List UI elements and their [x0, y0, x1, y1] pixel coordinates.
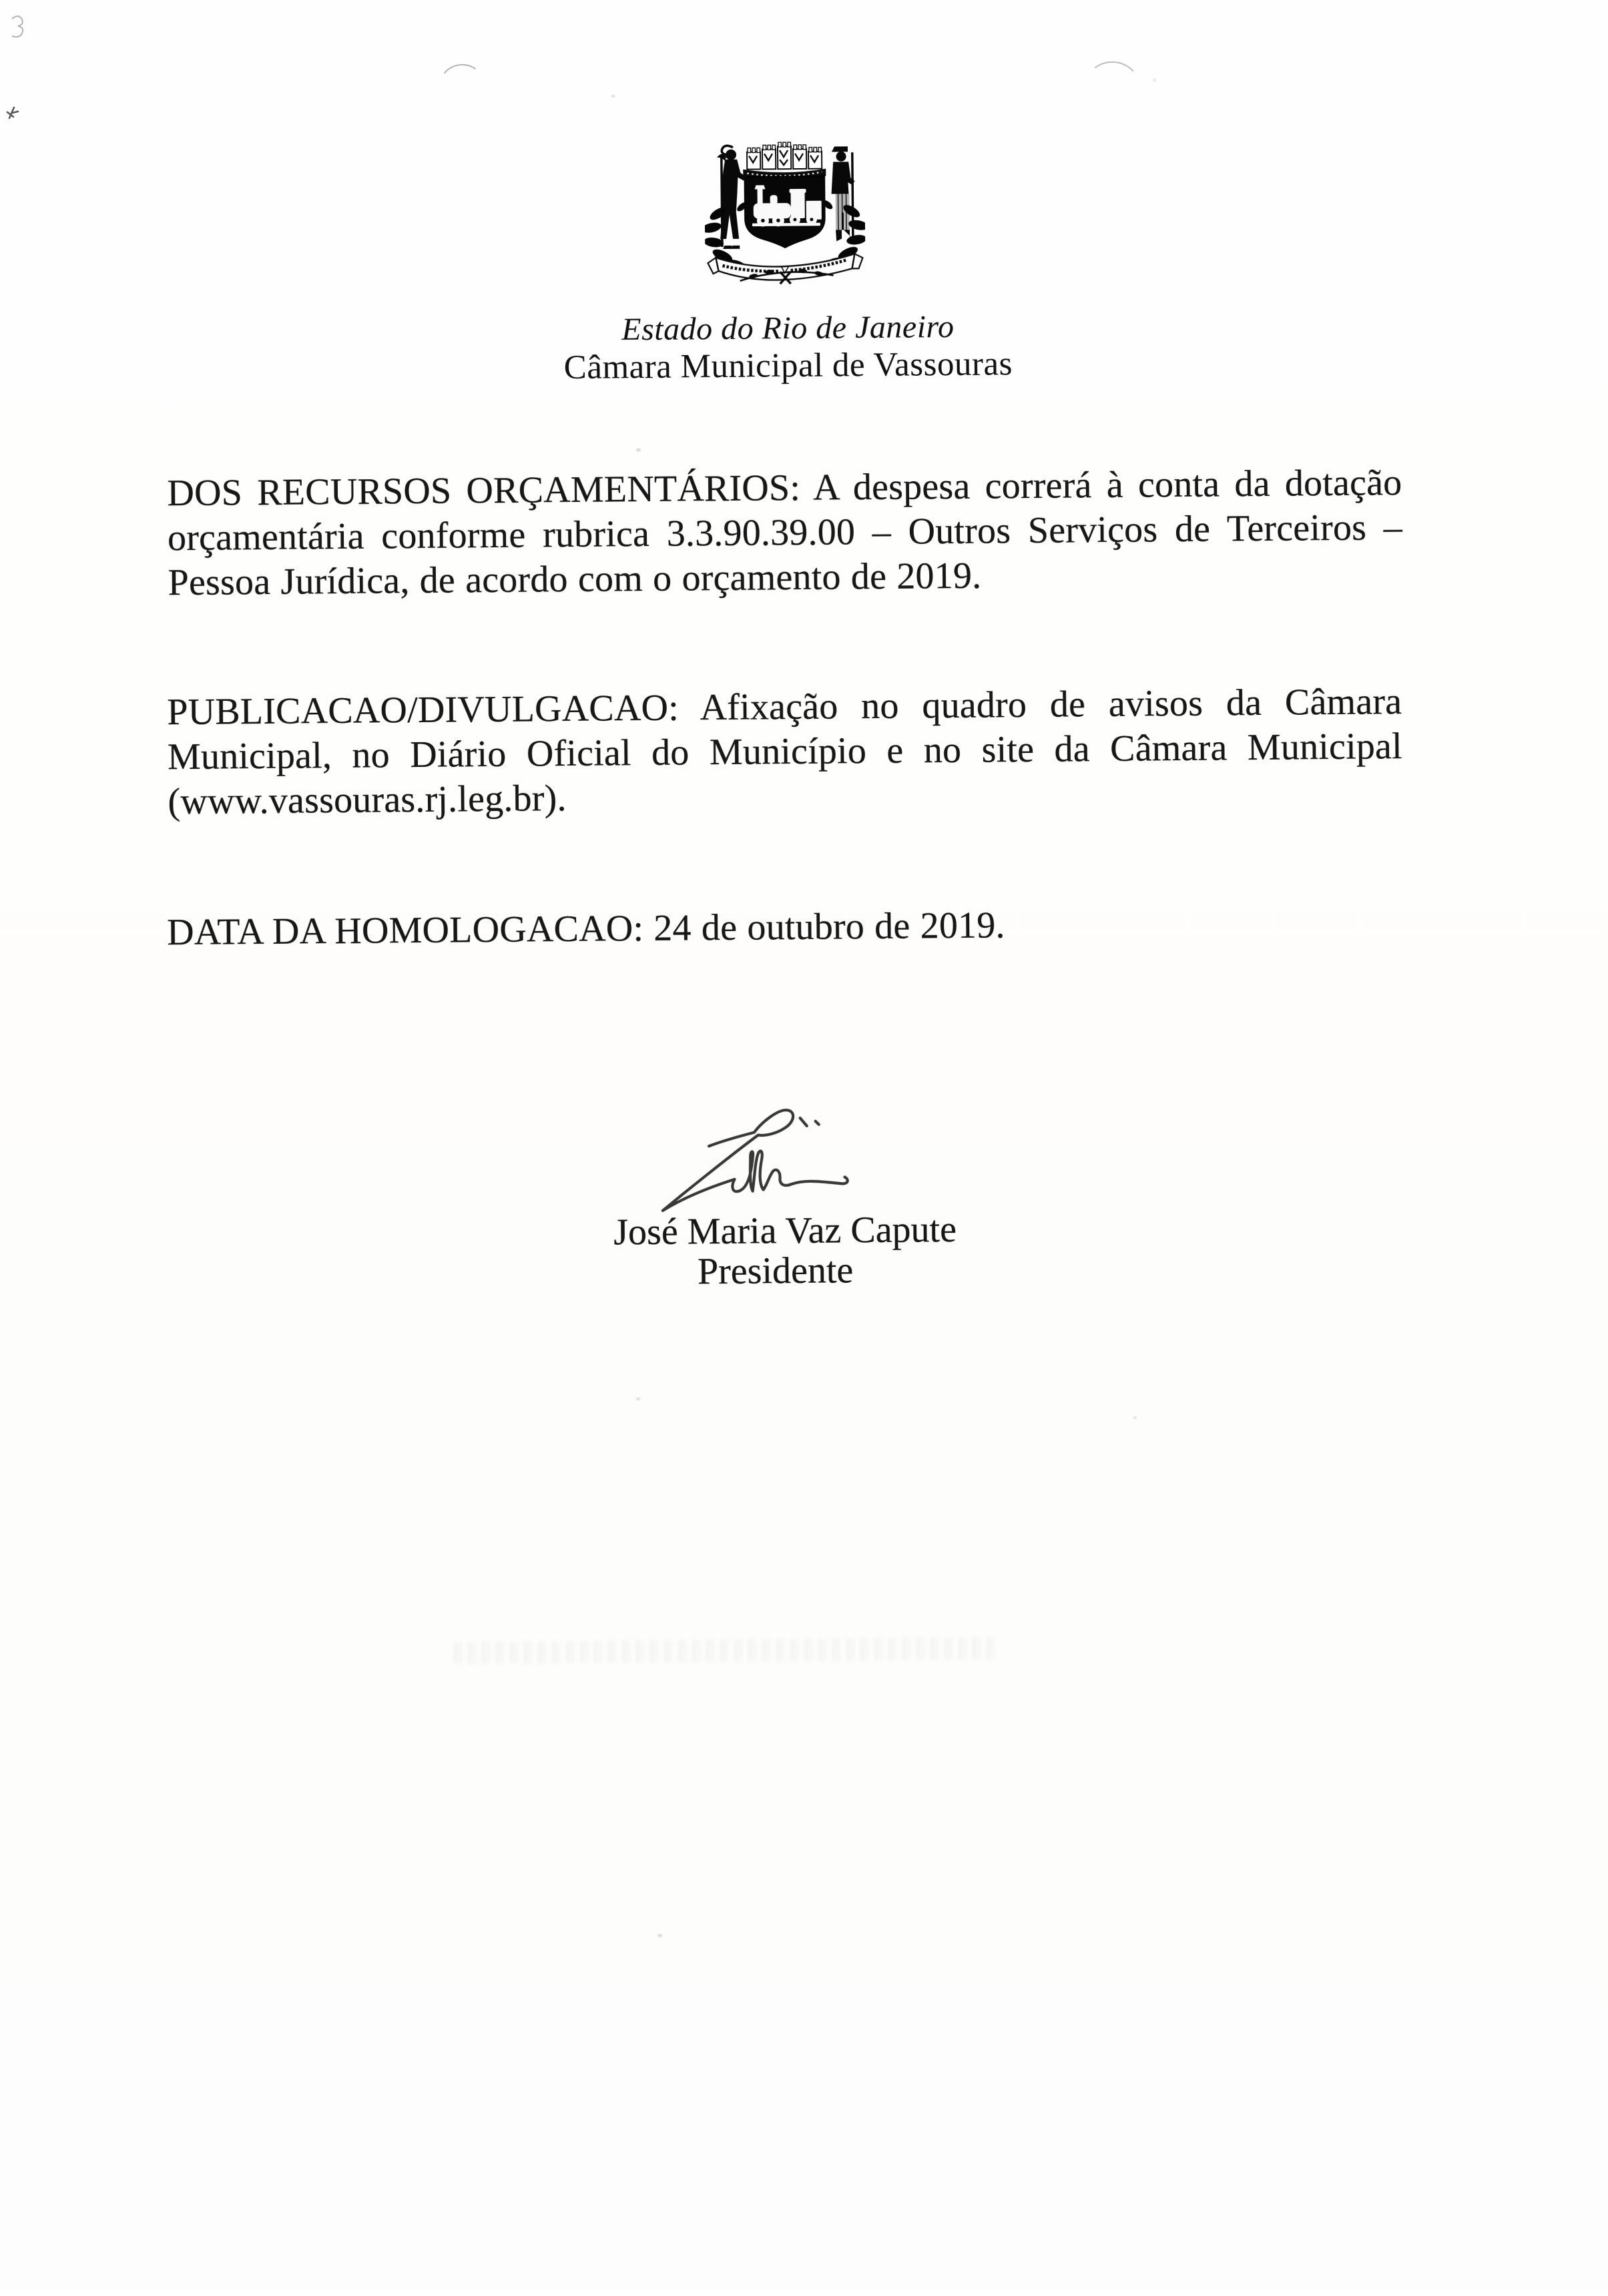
paragraph-line: orçamentária conforme rubrica 3.3.90.39.00 – Outros Serviços de Terceiros – — [167, 507, 1403, 559]
paragraph-line: (www.vassouras.rj.leg.br). — [168, 778, 567, 823]
scan-speck-artifact — [636, 449, 641, 451]
scan-speck-artifact — [1133, 1416, 1137, 1419]
paragraph-data-homologacao — [167, 900, 1402, 955]
paragraph-recursos-orcamentarios — [167, 461, 1403, 605]
mural-crown-icon — [747, 142, 822, 170]
ink-bleed-artifact — [454, 1637, 995, 1665]
paragraph-line: Municipal, no Diário Oficial do Município e no site da Câmara Municipal — [167, 726, 1403, 778]
paragraph-line: Pessoa Jurídica, de acordo com o orçamento de 2019. — [168, 555, 982, 604]
paragraph-line: DATA DA HOMOLOGACAO: 24 de outubro de 2019. — [166, 904, 1005, 954]
scan-speck-artifact — [1153, 79, 1156, 81]
scan-speck-artifact — [657, 1934, 662, 1937]
paragraph-publicacao-divulgacao — [167, 679, 1403, 824]
signatory-name: José Maria Vaz Capute — [613, 1209, 957, 1253]
paragraph-line: DOS RECURSOS ORÇAMENTÁRIOS: A despesa correrá à conta da dotação — [167, 462, 1402, 515]
left-supporter-icon — [717, 146, 746, 249]
paragraph-line: PUBLICACAO/DIVULGACAO: Afixação no quadro de avisos da Câmara — [167, 681, 1402, 734]
scan-speck-artifact — [5, 104, 21, 121]
signatory-title: Presidente — [697, 1249, 854, 1293]
scan-smudge-artifact — [8, 13, 31, 40]
header-municipality-line: Câmara Municipal de Vassouras — [563, 345, 1013, 387]
scan-speck-artifact — [611, 95, 615, 97]
coat-of-arms-icon — [704, 137, 866, 289]
header-state-line: Estado do Rio de Janeiro — [621, 308, 955, 348]
scan-speck-artifact — [636, 1398, 640, 1400]
